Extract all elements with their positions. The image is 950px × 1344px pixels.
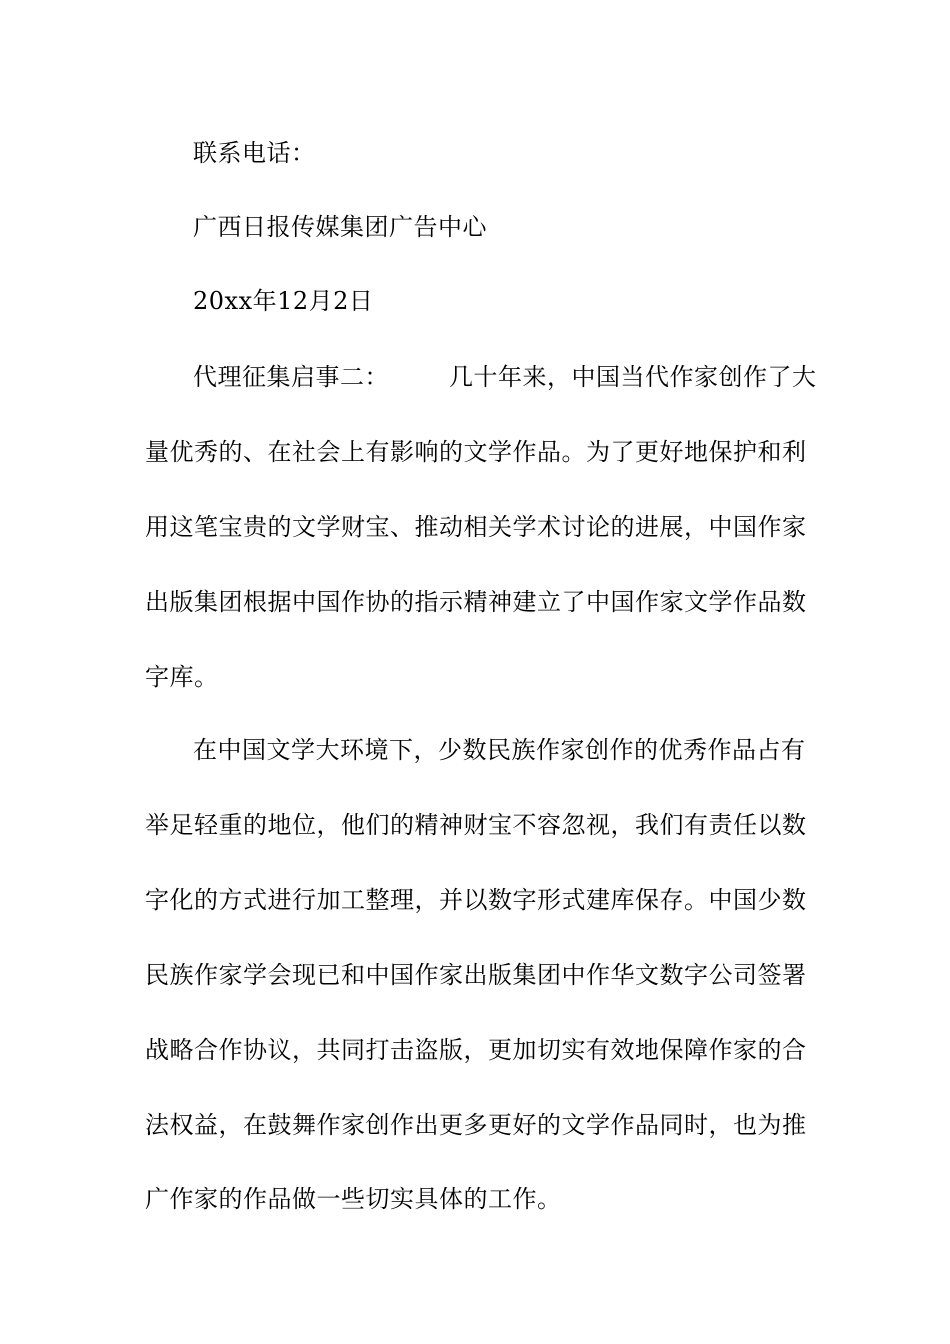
notice-heading: 代理征集启事二： [193,363,389,391]
paragraph-1-line-4: 出版集团根据中国作协的指示精神建立了中国作家文学作品数 [145,588,807,616]
paragraph-1-line-5: 字库。 [145,663,219,691]
paragraph-2-line-7: 广作家的作品做一些切实具体的工作。 [145,1185,562,1213]
paragraph-1-line-3: 用这笔宝贵的文学财宝、推动相关学术讨论的进展，中国作家 [145,513,807,541]
document-date: 20xx年12月2日 [193,287,374,315]
paragraph-2-line-2: 举足轻重的地位，他们的精神财宝不容忽视，我们有责任以数 [145,811,807,839]
paragraph-2-line-4: 民族作家学会现已和中国作家出版集团中作华文数字公司签署 [145,961,807,989]
paragraph-1-lead: 几十年来，中国当代作家创作了大 [449,363,817,391]
paragraph-2-line-5: 战略合作协议，共同打击盗版，更加切实有效地保障作家的合 [145,1036,807,1064]
paragraph-1-line-1 [193,362,873,392]
paragraph-2-line-6: 法权益，在鼓舞作家创作出更多更好的文学作品同时，也为推 [145,1111,807,1139]
contact-phone-label: 联系电话： [193,139,316,167]
organization-name: 广西日报传媒集团广告中心 [193,213,487,241]
paragraph-2-line-3: 字化的方式进行加工整理，并以数字形式建库保存。中国少数 [145,886,807,914]
paragraph-2-line-1: 在中国文学大环境下，少数民族作家创作的优秀作品占有 [193,736,806,764]
paragraph-1-line-2: 量优秀的、在社会上有影响的文学作品。为了更好地保护和利 [145,438,807,466]
